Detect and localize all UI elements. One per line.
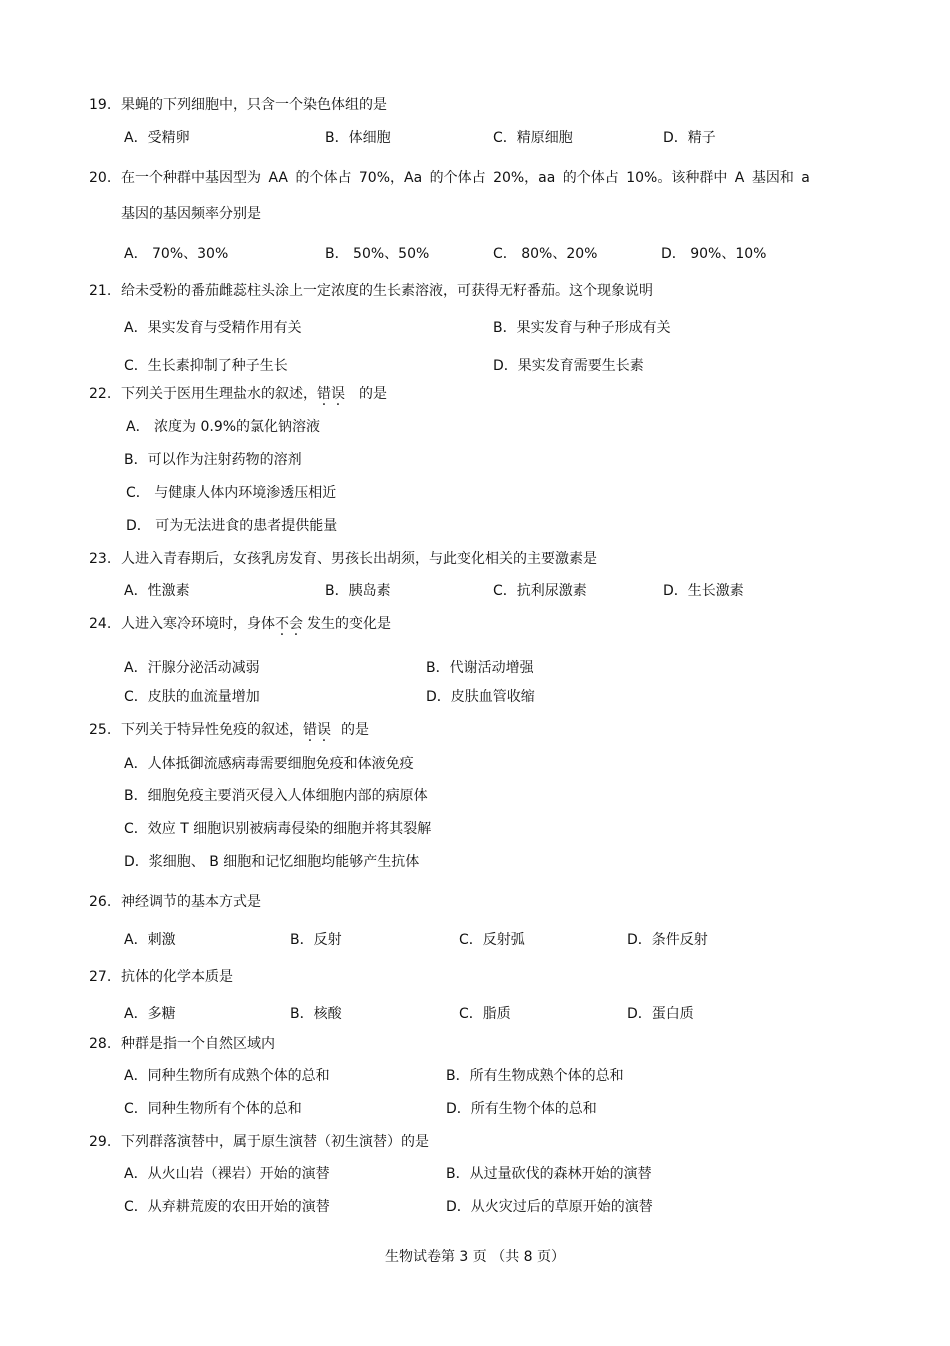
option-b: B．代谢活动增强 (426, 660, 534, 676)
emphasis-char: 误 (331, 386, 345, 402)
stem-text: 下列关于特异性免疫的叙述， (121, 722, 303, 738)
option-d: D．浆细胞、 B 细胞和记忆细胞均能够产生抗体 (124, 854, 420, 870)
emphasis-char: 不 (275, 616, 289, 632)
question-stem: 种群是指一个自然区域内 (121, 1036, 275, 1052)
option-c: C．效应 T 细胞识别被病毒侵染的细胞并将其裂解 (124, 821, 432, 837)
question-number: 21. (89, 283, 112, 299)
question-stem: 给未受粉的番茄雌蕊柱头涂上一定浓度的生长素溶液，可获得无籽番茄。这个现象说明 (121, 283, 653, 299)
question-number: 26. (89, 894, 112, 910)
question-stem-continued: 基因的基因频率分别是 (121, 206, 261, 222)
option-d: D．果实发育需要生长素 (493, 358, 644, 374)
page-footer: 生物试卷第 3 页 （共 8 页） (384, 1249, 566, 1265)
option-d: D．所有生物个体的总和 (446, 1101, 597, 1117)
option-d: D．蛋白质 (627, 1006, 694, 1022)
option-d: D．精子 (663, 130, 716, 146)
option-d: D． 可为无法进食的患者提供能量 (126, 518, 338, 534)
question-stem (121, 385, 387, 403)
option-c: C．反射弧 (459, 932, 525, 948)
option-a: A．同种生物所有成熟个体的总和 (124, 1068, 330, 1084)
question-number: 29. (89, 1134, 112, 1150)
question-stem (121, 721, 369, 739)
option-c: C．从弃耕荒废的农田开始的演替 (124, 1199, 330, 1215)
option-a: A．受精卵 (124, 130, 190, 146)
option-b: B．细胞免疫主要消灭侵入人体细胞内部的病原体 (124, 788, 428, 804)
stem-text: 发生的变化是 (307, 616, 391, 632)
stem-text: 下列关于医用生理盐水的叙述， (121, 386, 317, 402)
option-a: A．人体抵御流感病毒需要细胞免疫和体液免疫 (124, 756, 414, 772)
option-b: B．所有生物成熟个体的总和 (446, 1068, 624, 1084)
option-a: A． 70%、30% (124, 246, 229, 262)
option-d: D．条件反射 (627, 932, 708, 948)
option-b: B．体细胞 (325, 130, 391, 146)
stem-text: 的是 (359, 386, 387, 402)
question-stem (121, 615, 391, 633)
stem-text: 人进入寒冷环境时，身体 (121, 616, 275, 632)
option-b: B．果实发育与种子形成有关 (493, 320, 671, 336)
option-b: B．核酸 (290, 1006, 342, 1022)
option-d: D．生长激素 (663, 583, 744, 599)
option-b: B．反射 (290, 932, 342, 948)
question-number: 20. (89, 170, 112, 186)
option-d: D． 90%、10% (661, 246, 767, 262)
question-stem: 果蝇的下列细胞中，只含一个染色体组的是 (121, 97, 387, 113)
question-stem: 抗体的化学本质是 (121, 969, 233, 985)
emphasis-char: 错 (317, 386, 331, 402)
question-number: 25. (89, 722, 112, 738)
option-c: C．同种生物所有个体的总和 (124, 1101, 302, 1117)
option-b: B．可以作为注射药物的溶剂 (124, 452, 302, 468)
question-number: 24. (89, 616, 112, 632)
question-stem: 在一个种群中基因型为 AA 的个体占 70%，Aa 的个体占 20%，aa 的个体占 10%。该种群中 A 基因和 a (121, 170, 810, 186)
question-stem: 神经调节的基本方式是 (121, 894, 261, 910)
option-a: A．刺激 (124, 932, 176, 948)
option-b: B．胰岛素 (325, 583, 391, 599)
option-c: C．生长素抑制了种子生长 (124, 358, 288, 374)
option-c: C．皮肤的血流量增加 (124, 689, 260, 705)
option-c: C．脂质 (459, 1006, 511, 1022)
question-number: 22. (89, 386, 112, 402)
question-number: 28. (89, 1036, 112, 1052)
stem-text: 的是 (341, 722, 369, 738)
option-a: A．果实发育与受精作用有关 (124, 320, 302, 336)
emphasis-char: 错 (303, 722, 317, 738)
option-a: A．多糖 (124, 1006, 176, 1022)
question-number: 23. (89, 551, 112, 567)
option-b: B． 50%、50% (325, 246, 430, 262)
option-a: A．性激素 (124, 583, 190, 599)
option-a: A． 浓度为 0.9%的氯化钠溶液 (126, 419, 321, 435)
option-d: D．从火灾过后的草原开始的演替 (446, 1199, 653, 1215)
option-c: C． 与健康人体内环境渗透压相近 (126, 485, 337, 501)
question-number: 27. (89, 969, 112, 985)
emphasis-char: 误 (317, 722, 331, 738)
option-a: A．汗腺分泌活动减弱 (124, 660, 260, 676)
option-a: A．从火山岩（裸岩）开始的演替 (124, 1166, 330, 1182)
option-c: C．精原细胞 (493, 130, 573, 146)
question-number: 19. (89, 97, 112, 113)
option-c: C．抗利尿激素 (493, 583, 587, 599)
option-d: D．皮肤血管收缩 (426, 689, 535, 705)
question-stem: 人进入青春期后，女孩乳房发育、男孩长出胡须，与此变化相关的主要激素是 (121, 551, 597, 567)
option-c: C． 80%、20% (493, 246, 598, 262)
question-stem: 下列群落演替中，属于原生演替（初生演替）的是 (121, 1134, 429, 1150)
option-b: B．从过量砍伐的森林开始的演替 (446, 1166, 652, 1182)
emphasis-char: 会 (289, 616, 303, 632)
